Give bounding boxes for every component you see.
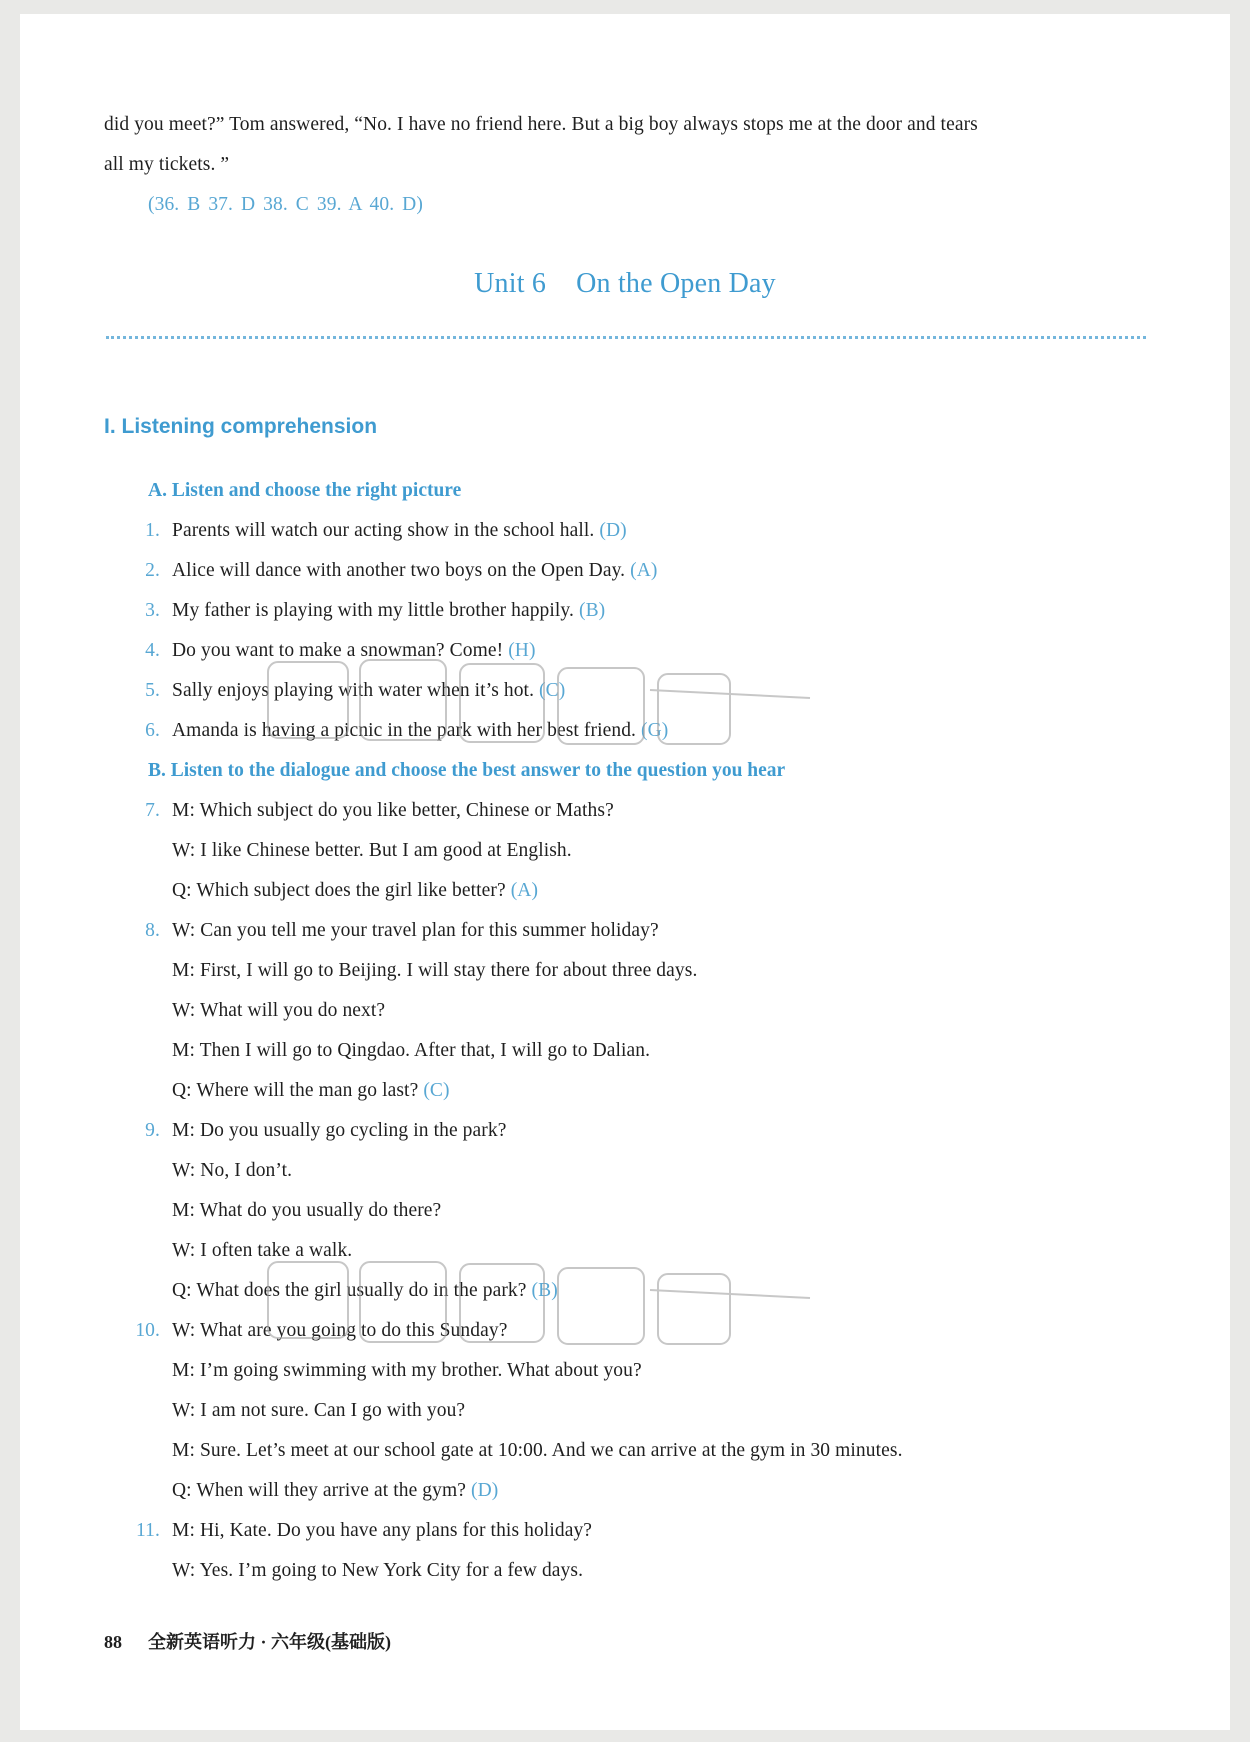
dialogue-line: 7. M: Which subject do you like better, Chinese or Maths?: [145, 800, 614, 821]
unit-title: [0, 268, 1250, 300]
answer: (D): [471, 1480, 499, 1501]
part-a-heading: A. Listen and choose the right picture: [148, 480, 462, 501]
dialogue-line: 11. M: Hi, Kate. Do you have any plans for this holiday?: [136, 1520, 593, 1541]
page-footer: [104, 1628, 391, 1654]
dialogue-line: W: I like Chinese better. But I am good at English.: [172, 840, 572, 861]
part-a-item: 2. Alice will dance with another two boys on the Open Day. (A): [145, 560, 658, 581]
answer: (G): [641, 720, 669, 741]
dialogue-line: W: I often take a walk.: [172, 1240, 353, 1261]
dialogue-line: W: What will you do next?: [172, 1000, 386, 1021]
answer: (A): [630, 560, 658, 581]
part-a-item: 5. Sally enjoys playing with water when it’s hot. (C): [145, 680, 566, 701]
intro-answers: (36. B 37. D 38. C 39. A 40. D): [148, 194, 423, 215]
answer: (C): [423, 1080, 450, 1101]
answer: (D): [599, 520, 627, 541]
dialogue-line: 8. W: Can you tell me your travel plan for this summer holiday?: [145, 920, 659, 941]
part-a-item: 6. Amanda is having a picnic in the park with her best friend. (G): [145, 720, 669, 741]
part-a-item: 1. Parents will watch our acting show in the school hall. (D): [145, 520, 627, 541]
intro-line-2: all my tickets. ”: [104, 154, 230, 175]
unit-name: On the Open Day: [576, 268, 776, 299]
dialogue-line: Q: Where will the man go last? (C): [172, 1080, 450, 1101]
dialogue-line: W: I am not sure. Can I go with you?: [172, 1400, 466, 1421]
answer: (C): [539, 680, 566, 701]
dialogue-line: M: I’m going swimming with my brother. What about you?: [172, 1360, 642, 1381]
answer: (A): [510, 880, 539, 901]
answer: (H): [508, 640, 536, 661]
dialogue-line: M: What do you usually do there?: [172, 1200, 442, 1221]
dialogue-line: M: Sure. Let’s meet at our school gate at 10:00. And we can arrive at the gym in 30 minutes.: [172, 1440, 903, 1461]
dialogue-line: M: Then I will go to Qingdao. After that, I will go to Dalian.: [172, 1040, 651, 1061]
page-number: 88: [104, 1632, 122, 1652]
dialogue-line: Q: Which subject does the girl like better? (A): [172, 880, 539, 901]
answer: (B): [578, 600, 606, 621]
dialogue-line: M: First, I will go to Beijing. I will stay there for about three days.: [172, 960, 698, 981]
dialogue-line: W: No, I don’t.: [172, 1160, 293, 1181]
book-title: 全新英语听力 · 六年级(基础版): [148, 1632, 391, 1652]
part-b-heading: B. Listen to the dialogue and choose the best answer to the question you hear: [148, 760, 786, 781]
dialogue-line: 10. W: What are you going to do this Sunday?: [135, 1320, 508, 1341]
dialogue-line: Q: What does the girl usually do in the park? (B): [172, 1280, 558, 1301]
dialogue-line: 9. M: Do you usually go cycling in the park?: [145, 1120, 507, 1141]
dotted-divider: [106, 336, 1146, 339]
intro-line-1: did you meet?” Tom answered, “No. I have no friend here. But a big boy always stops me at the door and tears: [104, 114, 978, 135]
unit-number: Unit 6: [474, 268, 547, 299]
part-a-item: 3. My father is playing with my little brother happily. (B): [145, 600, 606, 621]
section-heading: I. Listening comprehension: [104, 415, 378, 438]
part-a-item: 4. Do you want to make a snowman? Come! (H): [145, 640, 536, 661]
dialogue-line: Q: When will they arrive at the gym? (D): [172, 1480, 499, 1501]
answer: (B): [531, 1280, 558, 1301]
dialogue-line: W: Yes. I’m going to New York City for a few days.: [172, 1560, 584, 1581]
